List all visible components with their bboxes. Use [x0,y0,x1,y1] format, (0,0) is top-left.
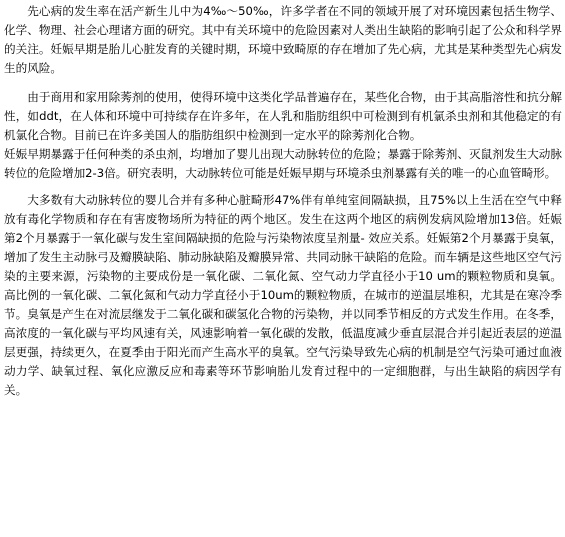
paragraph-spacer [4,183,562,191]
paragraph-congenital-heart-disease-incidence: 先心病的发生率在活产新生儿中为4‰～50‰，许多学者在不同的领域开展了对环境因素包括生物学、化学、物理、社会心理诸方面的研究。其中有关环境中的危险因素对人类出生缺陷的影响引起了公众和科学界的关注。妊娠早期是胎儿心脏发育的关键时期，环境中致畸原的存在增加了先心病，尤其是某种类型先心病发生的风险。 [4,4,562,75]
paragraph-air-pollution: 大多数有大动脉转位的婴儿合并有多种心脏畸形47%伴有单纯室间隔缺损，且75%以上生活在空气中释放有毒化学物质和存在有害废物场所为特征的两个地区。发生在这两个地区的病例发病风险增加13倍。妊娠第2个月暴露于一氧化碳与发生室间隔缺损的危险与污染物浓度呈剂量- 效应关系。妊娠第2个月暴露于臭氧，增加了发生主动脉弓及瓣膜缺陷、肺动脉缺陷及瓣膜异常、共同动脉干缺陷的危险。而车辆是这些地区空气污染的主要来源，污染物的主要成份是一氧化碳、二氧化氮、空气动力学直径小于10 um的颗粒物质和臭氧。高比例的一氧化碳、二氧化氮和气动力学直径小于10um的颗粒物质，在城市的逆温层堆积，尤其是在寒冷季节。臭氧是产生在对流层继发于二氧化碳和碳氢化合物的污染物，并以同季节相反的方式发生作用。在冬季，高浓度的一氧化碳与平均风速有关，风速影响着一氧化碳的发散，低温度减少垂直层混合并引起近表层的逆温层更强，持续更久，在夏季由于阳光而产生高水平的臭氧。空气污染导致先心病的机制是空气污染可通过血液动力学、缺氧过程、氧化应激反应和毒素等环节影响胎儿发育过程中的一定细胞群，与出生缺陷的病因学有关。 [4,193,562,397]
paragraph-pesticide-transposition: 妊娠早期暴露于任何种类的杀虫剂，均增加了婴儿出现大动脉转位的危险；暴露于除莠剂、灭鼠剂发生大动脉转位的危险增加2-3倍。研究表明，大动脉转位可能是妊娠早期与环境杀虫剂暴露有关的唯一的心血管畸形。 [4,147,562,180]
paragraph-herbicide-exposure: 由于商用和家用除莠剂的使用，使得环境中这类化学品普遍存在，某些化合物，由于其高脂溶性和抗分解性，如ddt，在人体和环境中可持续存在许多年，在人乳和脂肪组织中可检测到有机氯杀虫剂和其他稳定的有机氯化合物。目前已在许多美国人的脂肪组织中检测到一定水平的除莠剂化合物。 [4,90,562,142]
paragraph-spacer [4,78,562,88]
